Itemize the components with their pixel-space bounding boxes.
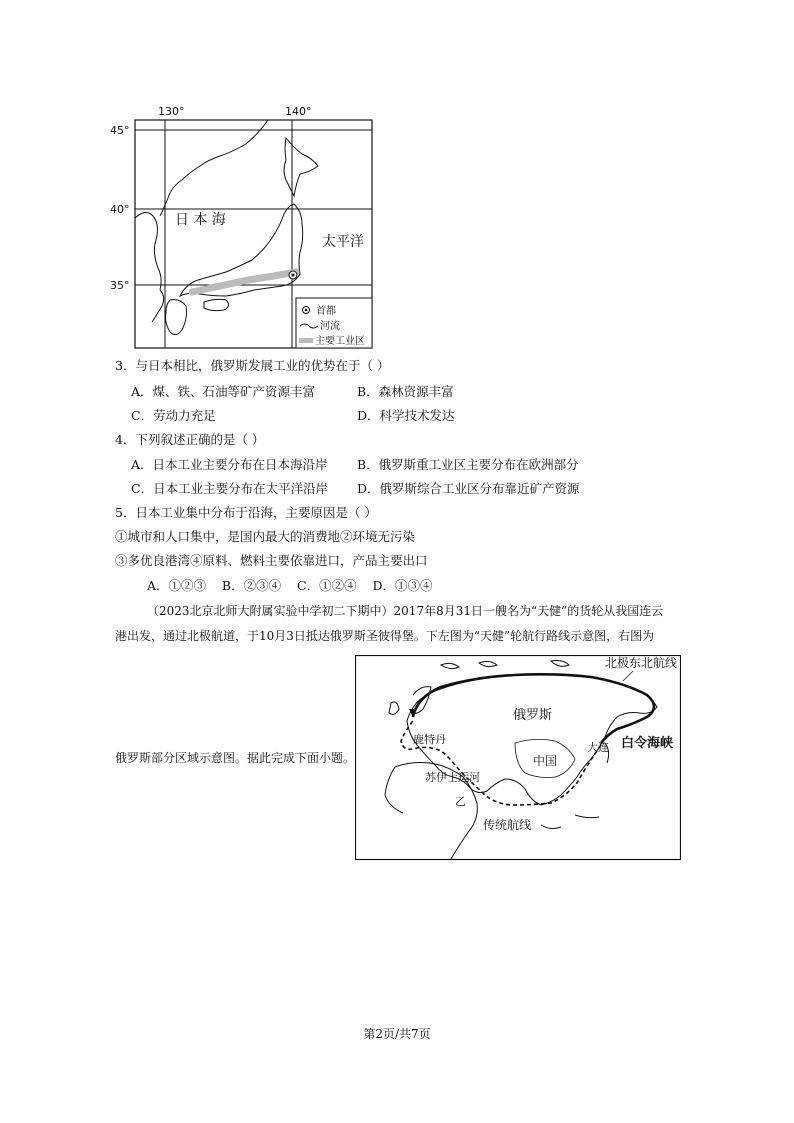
question-5-line-1: ①城市和人口集中，是国内最大的消费地②环境无污染 [115,529,416,544]
question-4-option-c[interactable]: C．日本工业主要分布在太平洋沿岸 [131,481,329,496]
korea-peninsula [152,290,164,322]
kyushu [166,300,187,335]
passage-line-1: （2023北京北师大附属实验中学初二下期中）2017年8月31日一艘名为“天健”的货轮从我国连云 [147,604,664,618]
question-5-options[interactable]: A．①②③ B．②③④ C．①②④ D．①③④ [147,578,433,593]
route-map [355,655,681,861]
question-3-option-a[interactable]: A．煤、铁、石油等矿产资源丰富 [131,384,316,399]
bering-strait-label: 白令海峡 [621,736,674,751]
passage-line-3: 俄罗斯部分区域示意图。据此完成下面小题。 [115,751,356,765]
russia-label: 俄罗斯 [513,708,553,723]
lat-label-35: 35° [110,279,130,292]
asia-coastline [135,120,268,290]
rotterdam-label: 鹿特丹 [413,733,446,746]
legend [296,298,372,348]
lat-label-40: 40° [110,203,130,216]
traditional-route-label: 传统航线 [483,818,532,832]
china-label: 中国 [533,754,558,768]
question-3-stem: 3．与日本相比，俄罗斯发展工业的优势在于（ ） [115,358,390,373]
question-5-stem: 5．日本工业集中分布于沿海，主要原因是（ ） [115,505,377,520]
industrial-belt [192,272,296,292]
lat-label-45: 45° [110,124,130,137]
sea-of-japan-label: 日 本 海 [175,212,226,228]
question-3-option-c[interactable]: C．劳动力充足 [131,408,216,423]
question-4-option-d[interactable]: D．俄罗斯综合工业区分布靠近矿产资源 [357,481,580,496]
dalian-label: 大连 [587,741,609,754]
point-yi-label: 乙 [455,795,466,808]
shikoku [204,299,229,310]
legend-industrial-icon [299,338,313,343]
japan-map [108,100,388,350]
page-number: 第2页/共7页 [363,1027,431,1041]
question-4-stem: 4．下列叙述正确的是（ ） [115,432,265,447]
suez-canal-label: 苏伊士运河 [425,771,480,784]
passage-line-2: 港出发，通过北极航道，于10月3日抵达俄罗斯圣彼得堡。下左图为“天健”轮航行路线示意图，右图为 [115,629,655,643]
question-3-option-b[interactable]: B．森林资源丰富 [357,384,454,399]
arctic-route-label: 北极东北航线 [605,656,678,670]
question-3-option-d[interactable]: D．科学技术发达 [357,408,455,423]
question-5-line-2: ③多优良港湾④原料、燃料主要依靠进口，产品主要出口 [115,553,428,568]
pacific-ocean-label: 太平洋 [322,234,364,250]
legend-industrial-label: 主要工业区 [315,336,365,347]
lon-label-140: 140° [285,105,312,118]
hokkaido [284,138,318,196]
legend-capital-label: 首都 [316,306,336,317]
legend-river-label: 河流 [320,321,340,332]
question-4-option-b[interactable]: B．俄罗斯重工业区主要分布在欧洲部分 [357,457,579,472]
lon-label-130: 130° [158,105,185,118]
question-4-option-a[interactable]: A．日本工业主要分布在日本海沿岸 [131,457,328,472]
